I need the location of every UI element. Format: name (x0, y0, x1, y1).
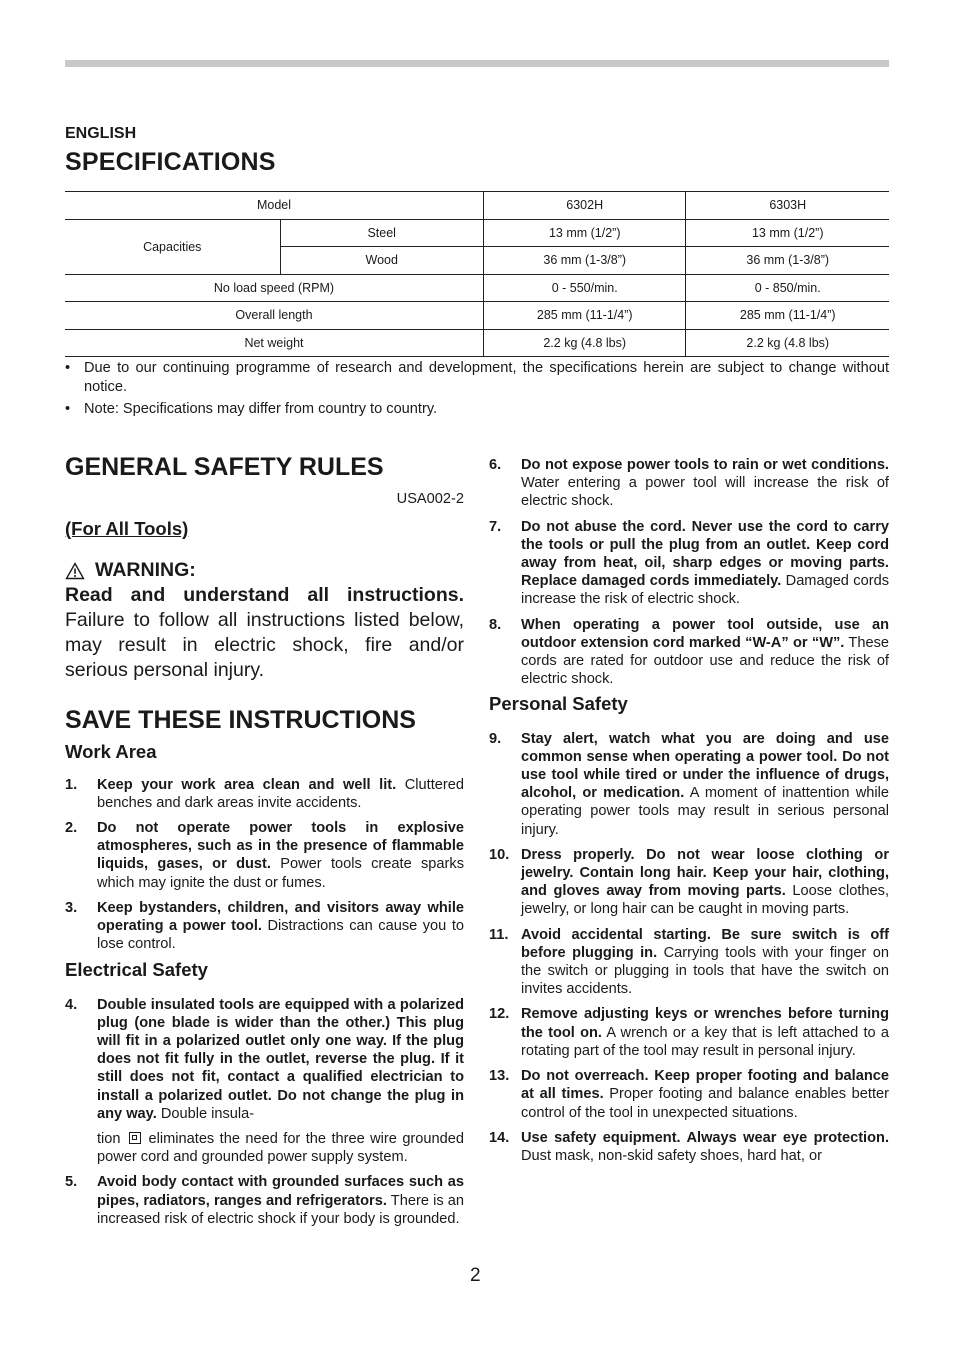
list-item: 7. Do not abuse the cord. Never use the cord to carry the tools or pull the plug from an outlet. Keep cord away from heat, oil, sharp edges or moving parts. Replace damaged cords immediately. Damaged cords increase the risk of electric shock. (489, 518, 889, 608)
list-item: 3. Keep bystanders, children, and visitors away while operating a power tool. Distractions can cause you to lose control. (65, 899, 464, 953)
table-cell: Steel (280, 219, 483, 247)
warning-triangle-icon (65, 562, 85, 580)
personal-safety-heading: Personal Safety (489, 693, 628, 715)
list-item: 14. Use safety equipment. Always wear eye protection. Dust mask, non-skid safety shoes, hard hat, or (489, 1129, 889, 1164)
table-cell: 6302H (483, 192, 686, 220)
table-cell: 285 mm (11-1/4”) (686, 302, 889, 330)
table-cell: 6303H (686, 192, 889, 220)
table-row (65, 274, 889, 302)
bullet-icon: • (65, 401, 71, 417)
list-item: 1. Keep your work area clean and well lit. Cluttered benches and dark areas invite accidents. (65, 776, 464, 811)
list-item: • Due to our continuing programme of research and development, the specifications herein are subject to change without notice. (65, 360, 889, 395)
warning-label: WARNING: (95, 559, 196, 582)
table-cell: 13 mm (1/2”) (686, 219, 889, 247)
list-item: • Note: Specifications may differ from country to country. (65, 401, 438, 417)
page-number: 2 (470, 1265, 481, 1286)
table-cell: 36 mm (1-3/8”) (483, 247, 686, 275)
table-cell: 13 mm (1/2”) (483, 219, 686, 247)
table-cell: Net weight (65, 329, 483, 357)
language-label: ENGLISH (65, 125, 137, 142)
right-column (489, 456, 889, 1172)
bullet-icon: • (65, 360, 71, 376)
table-cell: No load speed (RPM) (65, 274, 483, 302)
document-code: USA002-2 (396, 491, 464, 507)
list-item: 4. Double insulated tools are equipped with a polarized plug (one blade is wider than the other.) This plug will fit in a polarized outlet only one way. If the plug does not fit fully in the outlet, reverse the plug. If it still does not fit, contact a qualified electrician to install a polarized outlet. Do not change the plug in any way. Double insula- tion eliminates the need for the three wire grounded power cord and grounded power supply system. (65, 996, 464, 1166)
list-item: 12. Remove adjusting keys or wrenches before turning the tool on. A wrench or a key that is left attached to a rotating part of the tool may result in personal injury. (489, 1006, 889, 1059)
specifications-table (65, 191, 889, 357)
table-cell: Wood (280, 247, 483, 275)
table-cell: Model (65, 192, 483, 220)
list-item: 10. Dress properly. Do not wear loose clothing or jewelry. Contain long hair. Keep your hair, clothing, and gloves away from moving parts. Loose clothes, jewelry, or long hair can be caught in moving parts. (489, 846, 889, 918)
table-cell: Capacities (65, 219, 280, 274)
table-cell: 0 - 850/min. (686, 274, 889, 302)
list-item: 6. Do not expose power tools to rain or wet conditions. Water entering a power tool will increase the risk of electric shock. (489, 457, 889, 510)
table-cell: 36 mm (1-3/8”) (686, 247, 889, 275)
list-item: 8. When operating a power tool outside, use an outdoor extension cord marked “W-A” or “W”. These cords are rated for outdoor use and reduce the risk of electric shock. (489, 616, 889, 688)
table-row (65, 302, 889, 330)
double-insulation-icon (129, 1132, 141, 1144)
header-rule (65, 60, 889, 67)
left-column (65, 452, 464, 1235)
general-safety-title: GENERAL SAFETY RULES (65, 453, 384, 481)
table-cell: 285 mm (11-1/4”) (483, 302, 686, 330)
table-cell: 2.2 kg (4.8 lbs) (686, 329, 889, 357)
work-area-heading: Work Area (65, 741, 157, 763)
list-item: 5. Avoid body contact with grounded surfaces such as pipes, radiators, ranges and refrigerators. There is an increased risk of electric shock if your body is grounded. (65, 1174, 464, 1227)
electrical-safety-heading: Electrical Safety (65, 959, 208, 981)
spec-notes (65, 359, 889, 422)
table-row (65, 329, 889, 357)
list-item: 11. Avoid accidental starting. Be sure switch is off before plugging in. Carrying tools with your finger on the switch or plugging in tools that have the switch on invites accidents. (489, 926, 889, 998)
table-row (65, 192, 889, 220)
for-all-tools-heading: (For All Tools) (65, 518, 189, 540)
warning-block (65, 558, 464, 683)
list-item: 2. Do not operate power tools in explosive atmospheres, such as in the presence of flammable liquids, gases, or dust. Power tools create sparks which may ignite the dust or fumes. (65, 820, 464, 891)
specifications-title: SPECIFICATIONS (65, 148, 276, 176)
list-item: 13. Do not overreach. Keep proper footing and balance at all times. Proper footing and balance enables better control of the tool in unexpected situations. (489, 1068, 889, 1121)
list-item: 9. Stay alert, watch what you are doing and use common sense when operating a power tool. Do not use tool while tired or under the influence of drugs, alcohol, or medication. A moment of inattention while operating power tools may result in serious personal injury. (489, 730, 890, 838)
table-row (65, 219, 889, 247)
warning-text: Read and understand all instructions. Failure to follow all instructions listed below, may result in electric shock, fire and/or serious personal injury. (65, 584, 464, 682)
table-cell: 0 - 550/min. (483, 274, 686, 302)
table-cell: 2.2 kg (4.8 lbs) (483, 329, 686, 357)
save-instructions-title: SAVE THESE INSTRUCTIONS (65, 706, 416, 735)
table-cell: Overall length (65, 302, 483, 330)
